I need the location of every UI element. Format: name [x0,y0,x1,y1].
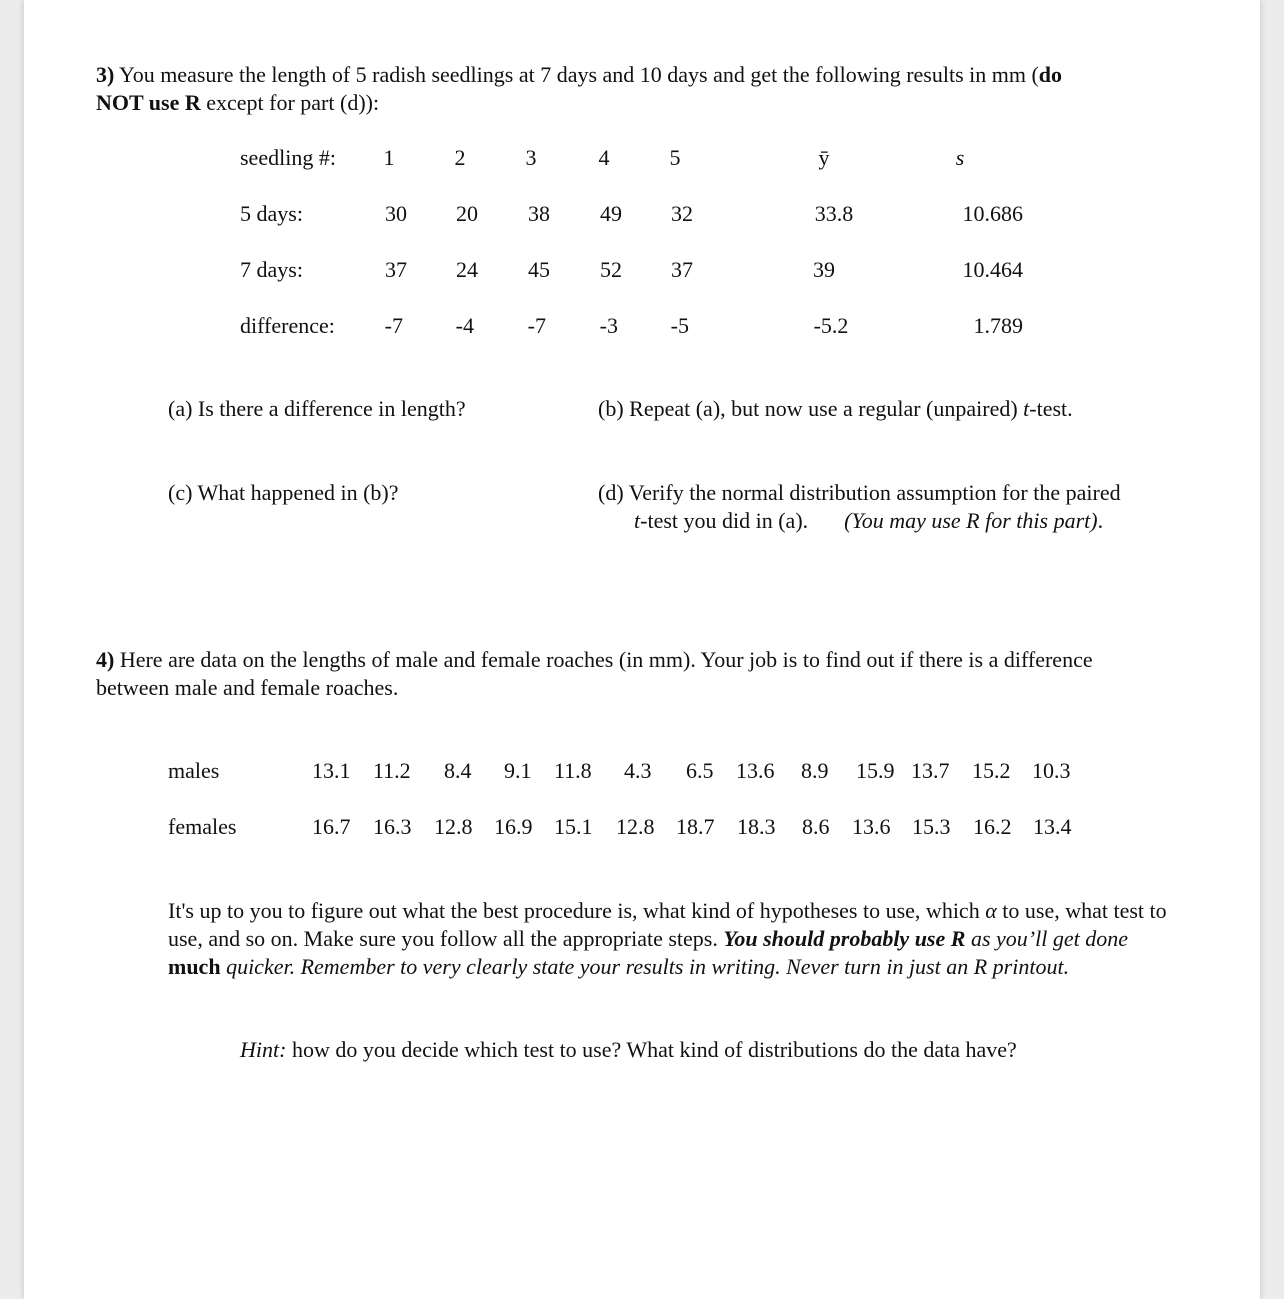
table-cell: -4 [455,313,474,338]
data-value: 18.7 [676,814,715,839]
data-value: 16.9 [494,814,533,839]
q3-intro-a: You measure the length of 5 radish seedlings at 7 days and 10 days and get the following results in mm ( [114,62,1039,87]
data-value: 10.3 [1032,758,1071,783]
q3-part-b-test: -test. [1029,396,1073,421]
table-header-ybar: ȳ [818,145,830,170]
table-row-label: difference: [240,313,335,338]
data-value: 6.5 [686,758,714,783]
q3-part-b-t: t [1023,396,1030,421]
q4-intro [96,646,1116,702]
table-cell-ybar: -5.2 [813,313,849,338]
q3-part-d-line2 [634,507,1103,535]
table-cell: 37 [671,257,693,282]
table-cell-s: 1.789 [973,313,1023,338]
data-value: 16.7 [312,814,351,839]
data-value: 13.6 [852,814,891,839]
q4-instructions [168,897,1184,981]
q3-intro-b: except for part (d)): [200,90,380,115]
table-cell: -5 [670,313,689,338]
data-value: 11.2 [373,758,411,783]
table-row-label: 7 days: [240,257,303,282]
q3-bold-do: do [1038,62,1063,87]
data-value: 11.8 [554,758,592,783]
table-cell: 52 [600,257,622,282]
data-value: 13.6 [736,758,775,783]
table-cell: 45 [528,257,550,282]
table-header-label: seedling #: [240,145,336,170]
table-header-col: 4 [598,145,610,170]
q3-number: 3) [96,62,115,87]
data-value: 9.1 [504,758,532,783]
q4-number: 4) [96,647,115,672]
q3-part-d-test: -test you did in (a). [640,508,809,533]
table-cell: 32 [671,201,693,226]
document-page [24,0,1260,1299]
table-cell: -7 [384,313,403,338]
table-cell: -3 [599,313,618,338]
table-header-col: 1 [383,145,395,170]
data-value: 15.2 [972,758,1011,783]
data-value: 15.1 [554,814,593,839]
q3-part-c: (c) What happened in (b)? [168,480,399,505]
instr-text-4: quicker. Remember to very clearly state your results in writing. Never turn in just an R printout. [220,954,1070,979]
data-value: 4.3 [624,758,652,783]
table-cell: 38 [528,201,550,226]
table-cell: -7 [527,313,546,338]
data-value: 12.8 [616,814,655,839]
instr-text-1: It's up to you to figure out what the best procedure is, what kind of hypotheses to use, which [168,898,986,923]
q3-part-d-period: . [1097,508,1104,533]
table-cell-ybar: 33.8 [814,201,854,226]
q3-part-d-line1: (d) Verify the normal distribution assumption for the paired [598,480,1121,505]
instr-text-2: to use, what test to use, and so on. Make sure you follow all the appropriate steps. [168,898,1167,951]
data-value: 16.2 [973,814,1012,839]
data-value: 16.3 [373,814,412,839]
instr-text-3: as you’ll get done [965,926,1128,951]
data-value: 15.9 [856,758,895,783]
table-header-col: 5 [669,145,681,170]
q3-part-d-t: t [634,508,641,533]
q3-part-b [598,395,1073,423]
table-cell: 30 [385,201,407,226]
q3-part-b-text: (b) Repeat (a), but now use a regular (unpaired) [598,396,1024,421]
table-cell: 24 [456,257,478,282]
data-value: 8.4 [444,758,472,783]
table-row-label: 5 days: [240,201,303,226]
data-value: 18.3 [737,814,776,839]
instr-much: much [168,954,221,979]
table-header-col: 3 [525,145,537,170]
table-cell-ybar: 39 [813,257,835,282]
table-cell-s: 10.464 [962,257,1023,282]
q4-intro-text: Here are data on the lengths of male and female roaches (in mm). Your job is to find out if there is a difference between male and female roaches. [96,647,1093,700]
data-value: 13.4 [1033,814,1072,839]
q3-intro [96,61,1196,117]
table-cell: 37 [385,257,407,282]
females-label: females [168,814,237,839]
data-value: 13.1 [312,758,351,783]
alpha-symbol: α [985,898,997,923]
data-value: 8.6 [802,814,830,839]
table-cell: 20 [456,201,478,226]
instr-bold-use-r: You should probably use R [723,926,966,951]
q3-part-d-note: (You may use R for this part) [844,508,1098,533]
table-header-col: 2 [454,145,466,170]
males-label: males [168,758,220,783]
q3-bold-not-use-r: NOT use R [96,90,201,115]
q3-part-a: (a) Is there a difference in length? [168,396,466,421]
hint [240,1036,1017,1064]
table-header-s: s [955,145,965,170]
hint-label: Hint: [240,1037,287,1062]
hint-text: how do you decide which test to use? What kind of distributions do the data have? [286,1037,1017,1062]
data-value: 15.3 [912,814,951,839]
data-value: 12.8 [434,814,473,839]
data-value: 13.7 [911,758,950,783]
table-cell-s: 10.686 [962,201,1023,226]
table-cell: 49 [600,201,622,226]
data-value: 8.9 [801,758,829,783]
